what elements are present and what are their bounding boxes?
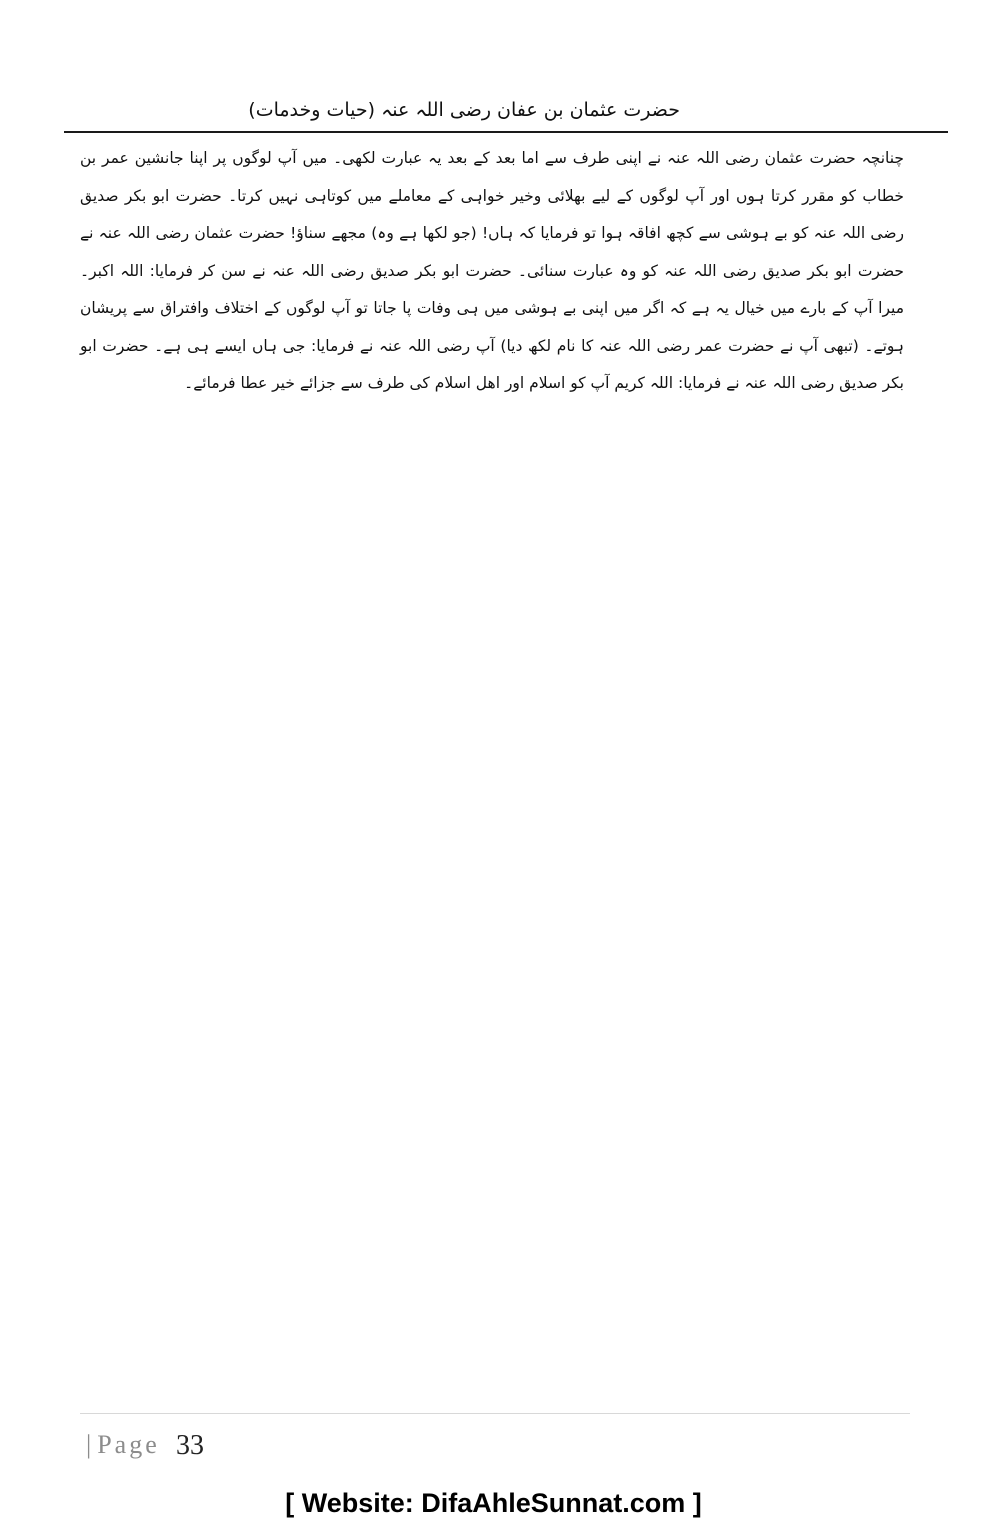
- page-number: 33: [176, 1430, 204, 1461]
- footer-divider: [80, 1413, 910, 1414]
- header-divider: [64, 131, 948, 133]
- body-paragraph: چنانچہ حضرت عثمان رضی اللہ عنہ نے اپنی طرف سے اما بعد کے بعد یہ عبارت لکھی۔ میں آپ لوگوں پر اپنا جانشین عمر بن خطاب کو مقرر کرتا ہوں اور آپ لوگوں کے لیے بھلائی وخیر خواہی کے معاملے میں کوتاہی نہیں کرتا۔ حضرت ابو بکر صدیق رضی اللہ عنہ کو بے ہوشی سے کچھ افاقہ ہوا تو فرمایا کہ ہاں! (جو لکھا ہے وہ) مجھے سناؤ! حضرت عثمان رضی اللہ عنہ نے حضرت ابو بکر صدیق رضی اللہ عنہ کو وہ عبارت سنائی۔ حضرت ابو بکر صدیق رضی اللہ عنہ نے سن کر فرمایا: اللہ اکبر۔ میرا آپ کے بارے میں خیال یہ ہے کہ اگر میں اپنی بے ہوشی میں ہی وفات پا جاتا تو آپ لوگوں کے اختلاف وافتراق سے پریشان ہوتے۔ (تبھی آپ نے حضرت عمر رضی اللہ عنہ کا نام لکھ دیا) آپ رضی اللہ عنہ نے فرمایا: جی ہاں ایسے ہی ہے۔ حضرت ابو بکر صدیق رضی اللہ عنہ نے فرمایا: اللہ کریم آپ کو اسلام اور اھل اسلام کی طرف سے جزائے خیر عطا فرمائے۔: [80, 149, 904, 392]
- page-label: [86, 1430, 160, 1460]
- website-banner: [ Website: DifaAhleSunnat.com ]: [285, 1488, 702, 1518]
- page-header-title: حضرت عثمان بن عفان رضی اللہ عنہ (حیات وخدمات): [248, 99, 680, 121]
- page-label-separator: |: [86, 1430, 92, 1459]
- page-label-text: Page: [97, 1430, 160, 1459]
